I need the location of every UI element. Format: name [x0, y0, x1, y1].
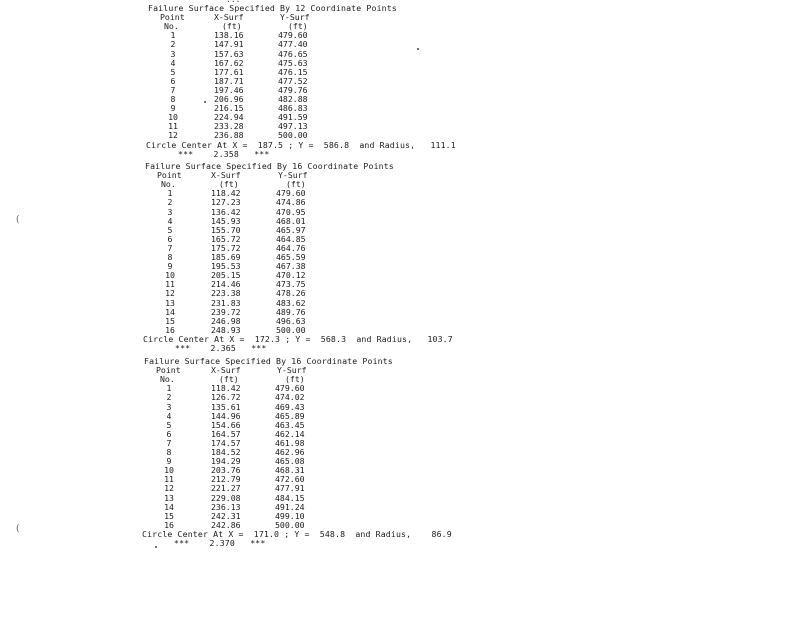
- table-cell-point-no: 10: [164, 465, 174, 476]
- table-cell-point-no: 8: [167, 252, 173, 262]
- scan-artifact-left-bottom: (: [16, 524, 20, 534]
- table-cell-y-surf: 482.88: [278, 94, 308, 104]
- table-cell-point-no: 1: [167, 188, 173, 199]
- table-cell-x-surf: 157.63: [214, 48, 244, 59]
- table-cell-x-surf: 248.93: [211, 324, 241, 335]
- column-header-x: X-Surf: [211, 365, 241, 376]
- table-cell-point-no: 4: [167, 215, 173, 226]
- table-cell-point-no: 4: [170, 57, 176, 68]
- table-cell-y-surf: 483.62: [276, 297, 306, 308]
- scan-artifact-left-top: (: [16, 215, 20, 225]
- table-cell-point-no: 11: [164, 474, 174, 485]
- table-cell-y-surf: 476.65: [278, 48, 308, 59]
- table-cell-x-surf: 136.42: [211, 206, 241, 217]
- table-cell-y-surf: 470.12: [276, 270, 306, 281]
- table-cell-x-surf: 203.76: [211, 465, 241, 476]
- table-cell-point-no: 9: [167, 261, 173, 272]
- table-cell-y-surf: 479.60: [275, 383, 305, 394]
- table-cell-point-no: 3: [167, 206, 173, 217]
- safety-factor-line: *** 2.365 ***: [175, 343, 267, 353]
- table-cell-y-surf: 500.00: [275, 519, 305, 530]
- table-cell-point-no: 16: [164, 519, 174, 530]
- table-cell-point-no: 9: [170, 103, 176, 114]
- column-header-y: Y-Surf: [280, 12, 310, 23]
- table-cell-y-surf: 477.91: [275, 483, 305, 494]
- table-cell-point-no: 2: [167, 197, 173, 208]
- table-cell-y-surf: 500.00: [276, 324, 306, 335]
- table-cell-x-surf: 242.31: [211, 510, 241, 521]
- table-cell-point-no: 8: [166, 447, 172, 457]
- table-cell-y-surf: 462.96: [275, 447, 305, 457]
- table-cell-y-surf: 491.59: [278, 112, 308, 123]
- table-cell-y-surf: 484.15: [275, 492, 305, 503]
- table-cell-point-no: 12: [168, 130, 178, 141]
- column-header-x: X-Surf: [214, 12, 244, 23]
- scan-speck-1: [417, 48, 419, 50]
- table-cell-y-surf: 496.63: [276, 315, 306, 326]
- table-cell-x-surf: 242.86: [211, 519, 241, 530]
- circle-center-line: Circle Center At X = 187.5 ; Y = 586.8 and Radius, 111.1: [146, 139, 456, 150]
- column-unit-no: No.: [161, 179, 176, 190]
- table-cell-x-surf: 164.57: [211, 428, 241, 439]
- table-cell-x-surf: 194.29: [211, 456, 241, 467]
- column-unit-x: (ft): [222, 21, 242, 32]
- table-cell-point-no: 9: [166, 456, 172, 467]
- table-cell-point-no: 8: [170, 94, 176, 104]
- table-cell-x-surf: 206.96: [214, 94, 244, 104]
- table-cell-point-no: 7: [167, 242, 173, 253]
- table-cell-point-no: 6: [170, 75, 176, 86]
- table-cell-y-surf: 472.60: [275, 474, 305, 485]
- table-cell-x-surf: 144.96: [211, 410, 241, 421]
- table-cell-point-no: 16: [165, 324, 175, 335]
- table-cell-x-surf: 155.70: [211, 224, 241, 235]
- table-cell-y-surf: 467.38: [276, 261, 306, 272]
- table-cell-point-no: 11: [168, 121, 178, 132]
- column-unit-x: (ft): [219, 179, 239, 190]
- table-cell-point-no: 6: [166, 428, 172, 439]
- column-header-point: Point: [156, 365, 181, 376]
- table-cell-y-surf: 463.45: [275, 419, 305, 430]
- table-cell-x-surf: 231.83: [211, 297, 241, 308]
- table-cell-x-surf: 127.23: [211, 197, 241, 208]
- column-header-point: Point: [160, 12, 185, 23]
- table-cell-y-surf: 478.26: [276, 288, 306, 299]
- table-cell-y-surf: 486.83: [278, 103, 308, 114]
- table-cell-point-no: 7: [166, 437, 172, 448]
- table-cell-x-surf: 236.88: [214, 130, 244, 141]
- scan-speck-3: [155, 546, 157, 548]
- table-cell-y-surf: 474.02: [275, 392, 305, 403]
- table-cell-y-surf: 500.00: [278, 130, 308, 141]
- table-cell-x-surf: 246.98: [211, 315, 241, 326]
- table-cell-y-surf: 464.76: [276, 242, 306, 253]
- table-cell-x-surf: 165.72: [211, 233, 241, 244]
- table-cell-point-no: 13: [165, 297, 175, 308]
- table-cell-x-surf: 175.72: [211, 242, 241, 253]
- table-cell-x-surf: 212.79: [211, 474, 241, 485]
- table-cell-y-surf: 474.86: [276, 197, 306, 208]
- table-cell-y-surf: 470.95: [276, 206, 306, 217]
- column-header-y: Y-Surf: [278, 170, 308, 181]
- table-cell-y-surf: 465.08: [275, 456, 305, 467]
- table-cell-point-no: 13: [164, 492, 174, 503]
- circle-center-line: Circle Center At X = 172.3 ; Y = 568.3 and Radius, 103.7: [143, 333, 453, 344]
- table-cell-point-no: 15: [165, 315, 175, 326]
- table-cell-x-surf: 233.28: [214, 121, 244, 132]
- section-title: Failure Surface Specified By 12 Coordinate Points: [148, 3, 397, 13]
- section-title: Failure Surface Specified By 16 Coordinate Points: [145, 161, 394, 171]
- column-unit-y: (ft): [285, 374, 305, 385]
- table-cell-x-surf: 118.42: [211, 188, 241, 199]
- table-cell-point-no: 14: [165, 306, 175, 317]
- column-header-point: Point: [157, 170, 182, 181]
- column-unit-no: No.: [164, 21, 179, 32]
- table-cell-y-surf: 476.15: [278, 66, 308, 77]
- table-cell-x-surf: 174.57: [211, 437, 241, 448]
- safety-factor-line: *** 2.370 ***: [174, 538, 266, 548]
- table-cell-point-no: 4: [166, 410, 172, 421]
- safety-factor-line: *** 2.358 ***: [178, 148, 270, 159]
- table-cell-x-surf: 147.91: [214, 39, 244, 50]
- table-cell-x-surf: 184.52: [211, 447, 241, 457]
- table-cell-x-surf: 185.69: [211, 252, 241, 262]
- table-cell-x-surf: 187.71: [214, 75, 244, 86]
- table-cell-y-surf: 468.31: [275, 465, 305, 476]
- table-cell-x-surf: 177.61: [214, 66, 244, 77]
- table-cell-y-surf: 473.75: [276, 279, 306, 290]
- table-cell-point-no: 1: [170, 30, 176, 41]
- table-cell-y-surf: 461.98: [275, 437, 305, 448]
- table-cell-point-no: 10: [165, 270, 175, 281]
- table-cell-y-surf: 464.85: [276, 233, 306, 244]
- scan-speck-2: [204, 101, 206, 103]
- table-cell-x-surf: 216.15: [214, 103, 244, 114]
- table-cell-x-surf: 221.27: [211, 483, 241, 494]
- table-cell-x-surf: 214.46: [211, 279, 241, 290]
- table-cell-x-surf: 236.13: [211, 501, 241, 512]
- table-cell-x-surf: 154.66: [211, 419, 241, 430]
- table-cell-y-surf: 479.60: [278, 30, 308, 41]
- table-cell-x-surf: 138.16: [214, 30, 244, 41]
- table-cell-point-no: 15: [164, 510, 174, 521]
- column-unit-x: (ft): [219, 374, 239, 385]
- table-cell-y-surf: 477.40: [278, 39, 308, 50]
- table-cell-x-surf: 229.08: [211, 492, 241, 503]
- table-cell-point-no: 2: [166, 392, 172, 403]
- table-cell-y-surf: 475.63: [278, 57, 308, 68]
- table-cell-x-surf: 135.61: [211, 401, 241, 412]
- table-cell-y-surf: 469.43: [275, 401, 305, 412]
- table-cell-point-no: 5: [167, 224, 173, 235]
- column-header-x: X-Surf: [211, 170, 241, 181]
- table-cell-x-surf: 197.46: [214, 84, 244, 95]
- table-cell-x-surf: 205.15: [211, 270, 241, 281]
- table-cell-point-no: 3: [166, 401, 172, 412]
- table-cell-x-surf: 167.62: [214, 57, 244, 68]
- table-cell-point-no: 3: [170, 48, 176, 59]
- table-cell-x-surf: 224.94: [214, 112, 244, 123]
- table-cell-x-surf: 239.72: [211, 306, 241, 317]
- column-unit-y: (ft): [286, 179, 306, 190]
- table-cell-x-surf: 145.93: [211, 215, 241, 226]
- table-cell-y-surf: 489.76: [276, 306, 306, 317]
- table-cell-point-no: 1: [166, 383, 172, 394]
- circle-center-line: Circle Center At X = 171.0 ; Y = 548.8 and Radius, 86.9: [142, 528, 452, 539]
- column-unit-no: No.: [160, 374, 175, 385]
- table-cell-y-surf: 462.14: [275, 428, 305, 439]
- table-cell-y-surf: 465.89: [275, 410, 305, 421]
- table-cell-y-surf: 491.24: [275, 501, 305, 512]
- table-cell-point-no: 5: [170, 66, 176, 77]
- table-cell-y-surf: 465.97: [276, 224, 306, 235]
- table-cell-x-surf: 223.38: [211, 288, 241, 299]
- column-header-y: Y-Surf: [277, 365, 307, 376]
- table-cell-x-surf: 195.53: [211, 261, 241, 272]
- column-unit-y: (ft): [288, 21, 308, 32]
- table-cell-point-no: 6: [167, 233, 173, 244]
- section-title: Failure Surface Specified By 16 Coordinate Points: [144, 356, 393, 366]
- table-cell-x-surf: 118.42: [211, 383, 241, 394]
- table-cell-y-surf: 468.01: [276, 215, 306, 226]
- table-cell-y-surf: 497.13: [278, 121, 308, 132]
- table-cell-point-no: 2: [170, 39, 176, 50]
- table-cell-y-surf: 479.60: [276, 188, 306, 199]
- table-cell-point-no: 10: [168, 112, 178, 123]
- table-cell-point-no: 7: [170, 84, 176, 95]
- table-cell-point-no: 14: [164, 501, 174, 512]
- table-cell-point-no: 5: [166, 419, 172, 430]
- table-cell-x-surf: 126.72: [211, 392, 241, 403]
- table-cell-y-surf: 479.76: [278, 84, 308, 95]
- table-cell-point-no: 12: [165, 288, 175, 299]
- table-cell-y-surf: 499.10: [275, 510, 305, 521]
- table-cell-point-no: 12: [164, 483, 174, 494]
- table-cell-y-surf: 465.59: [276, 252, 306, 262]
- table-cell-y-surf: 477.52: [278, 75, 308, 86]
- table-cell-point-no: 11: [165, 279, 175, 290]
